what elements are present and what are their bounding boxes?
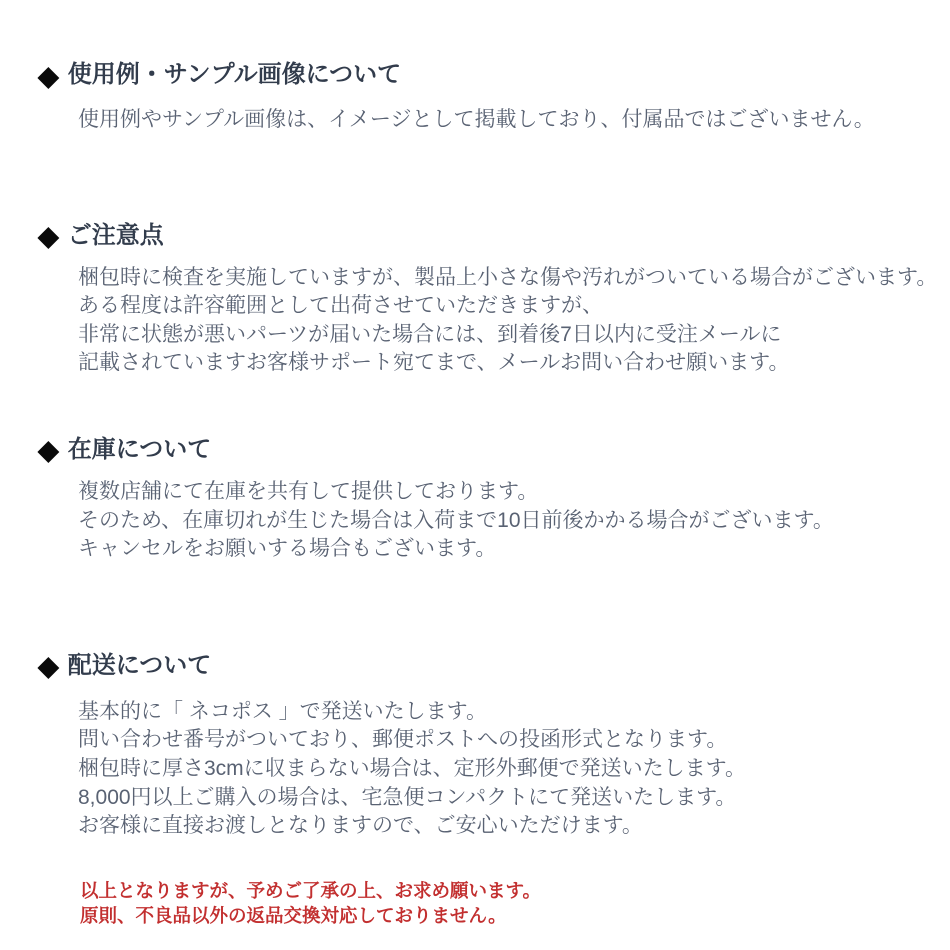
section-body (78, 478, 940, 564)
section-body (78, 698, 940, 841)
section-sample-images (38, 58, 940, 135)
section-heading (38, 649, 940, 683)
body-line: 梱包時に厚さ3cmに収まらない場合は、定形外郵便で発送いたします。 (78, 756, 746, 780)
body-line: お客様に直接お渡しとなりますので、ご安心いただけます。 (78, 814, 643, 838)
body-line: 問い合わせ番号がついており、郵便ポストへの投函形式となります。 (78, 728, 728, 752)
diamond-bullet-icon: ◆ (38, 221, 59, 252)
section-shipping (38, 649, 940, 841)
body-line: 非常に状態が悪いパーツが届いた場合には、到着後7日以内に受注メールに (78, 322, 782, 346)
return-policy-notice (80, 878, 940, 929)
body-line: 使用例やサンプル画像は、イメージとして掲載しており、付属品ではございません。 (78, 108, 875, 131)
body-line: 8,000円以上ご購入の場合は、宅急便コンパクトにて発送いたします。 (78, 785, 737, 809)
section-cautions (38, 219, 940, 378)
body-line: 記載されていますお客様サポート宛てまで、メールお問い合わせ願います。 (78, 351, 790, 375)
section-body (78, 106, 940, 135)
body-line: 梱包時に検査を実施していますが、製品上小さな傷や汚れがついている場合がございます。 (78, 265, 938, 289)
notice-line: 原則、不良品以外の返品交換対応しておりません。 (80, 905, 507, 927)
section-title: ご注意点 (67, 221, 164, 249)
body-line: ある程度は許容範囲として出荷させていただきますが、 (78, 294, 603, 318)
section-heading (38, 433, 940, 467)
section-title: 在庫について (67, 435, 212, 463)
notice-line: 以上となりますが、予めご了承の上、お求め願います。 (80, 879, 542, 901)
section-body (78, 264, 940, 378)
diamond-bullet-icon: ◆ (38, 435, 59, 466)
section-heading (38, 219, 940, 253)
section-heading (38, 58, 940, 92)
body-line: 基本的に「 ネコポス 」で発送いたします。 (78, 699, 487, 723)
body-line: そのため、在庫切れが生じた場合は入荷まで10日前後かかる場合がございます。 (78, 508, 834, 532)
section-title: 使用例・サンプル画像について (67, 61, 402, 88)
body-line: キャンセルをお願いする場合もございます。 (78, 537, 497, 561)
diamond-bullet-icon: ◆ (38, 60, 59, 91)
diamond-bullet-icon: ◆ (38, 651, 59, 682)
section-title: 配送について (67, 651, 212, 679)
section-stock (38, 433, 940, 564)
body-line: 複数店舗にて在庫を共有して提供しております。 (78, 479, 539, 503)
